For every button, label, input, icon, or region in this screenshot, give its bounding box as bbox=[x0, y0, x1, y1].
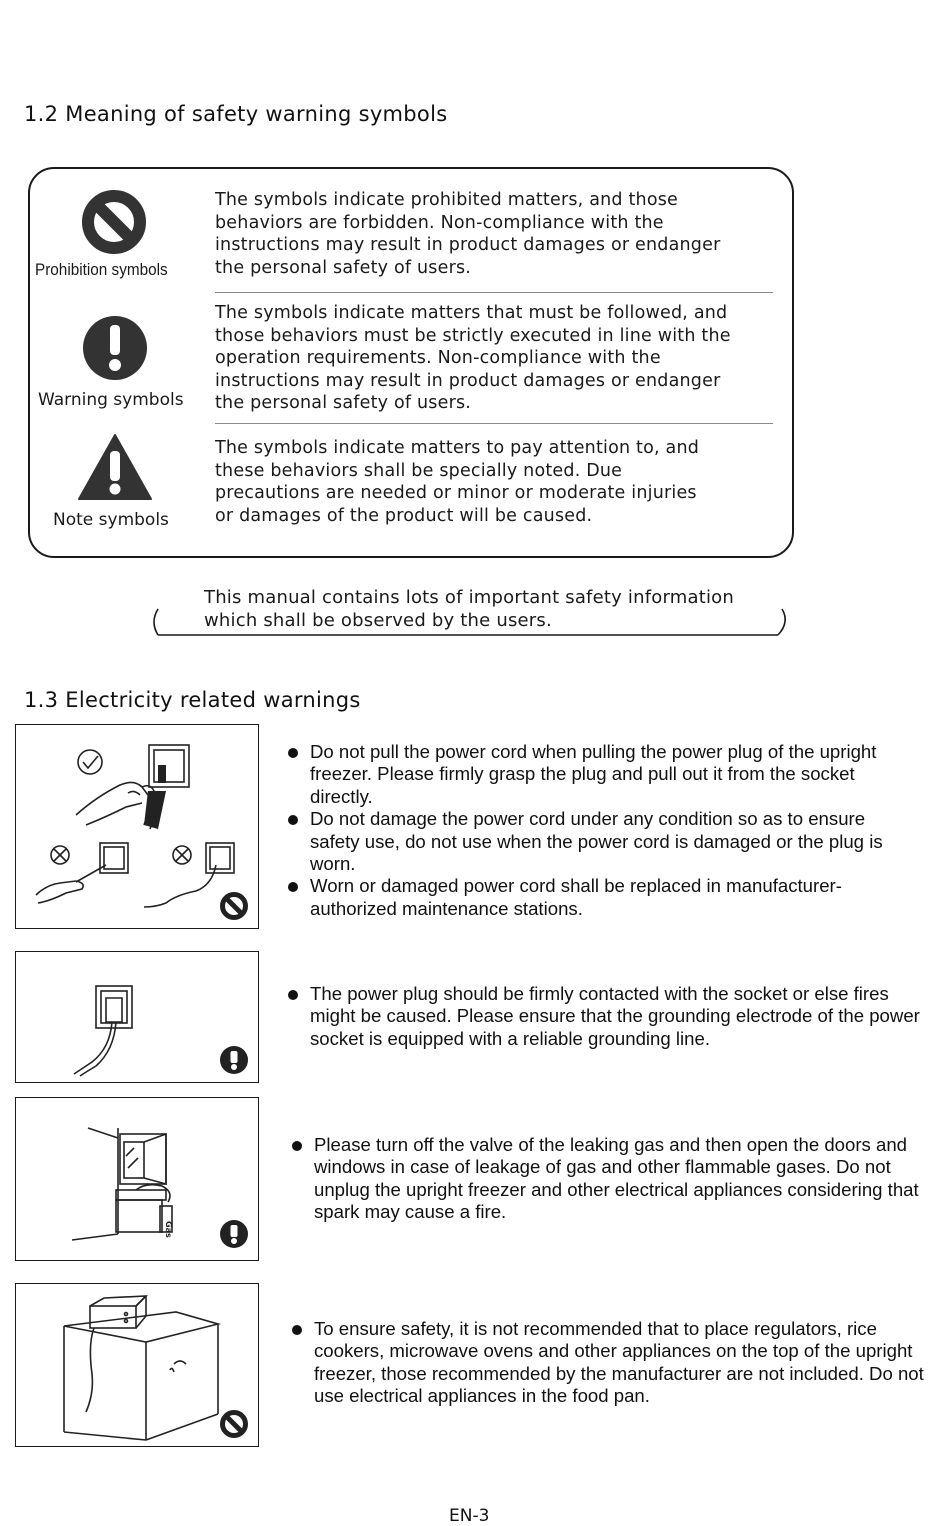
desc-line: these behaviors shall be specially noted. Due bbox=[215, 460, 623, 481]
plug-in-socket-illustration bbox=[15, 951, 259, 1083]
warning-description bbox=[215, 302, 785, 415]
desc-line: instructions may result in product damages or endanger bbox=[215, 235, 721, 255]
desc-line: precautions are needed or minor or moderate injuries bbox=[215, 483, 697, 503]
prohibition-icon bbox=[80, 188, 148, 256]
page-number: EN-3 bbox=[449, 1506, 490, 1526]
notice-line: which shall be observed by the users. bbox=[204, 609, 552, 631]
bullet-list-3 bbox=[292, 1134, 932, 1224]
bullet-item: To ensure safety, it is not recommended that to place regulators, rice cookers, microwave ovens and other appliances on the top of the upright freezer, those recommended by the manufacturer are not included. Do not use electrical appliances in the food pan. bbox=[292, 1318, 932, 1408]
note-symbols-label: Note symbols bbox=[53, 510, 169, 530]
bullet-item: Do not pull the power cord when pulling the power plug of the upright freezer. Please firmly grasp the plug and pull out it from the socket directly. bbox=[288, 741, 888, 808]
note-triangle-icon bbox=[77, 433, 153, 501]
gas-leak-window-illustration bbox=[15, 1097, 259, 1261]
warning-symbols-label: Warning symbols bbox=[38, 390, 184, 410]
bullet-item: Please turn off the valve of the leaking gas and then open the doors and windows in case of leakage of gas and other flammable gases. Do not unplug the upright freezer and other electrical appliances considering that spark may cause a fire. bbox=[292, 1134, 932, 1224]
appliance-on-freezer-illustration bbox=[15, 1283, 259, 1447]
desc-line: the personal safety of users. bbox=[215, 393, 472, 413]
bullet-item: Worn or damaged power cord shall be replaced in manufacturer-authorized maintenance stations. bbox=[288, 875, 888, 920]
section-12-heading: 1.2 Meaning of safety warning symbols bbox=[24, 102, 448, 126]
desc-line: behaviors are forbidden. Non-compliance with the bbox=[215, 212, 664, 233]
desc-line: the personal safety of users. bbox=[215, 257, 472, 278]
prohibition-icon bbox=[223, 895, 246, 918]
power-cord-pull-illustration bbox=[15, 724, 259, 929]
row-divider bbox=[215, 292, 773, 293]
desc-line: The symbols indicate matters to pay attention to, and bbox=[215, 438, 700, 458]
prohibition-description bbox=[215, 189, 785, 279]
bullet-list-2 bbox=[288, 983, 928, 1050]
bullet-list-4 bbox=[292, 1318, 932, 1408]
desc-line: operation requirements. Non-compliance with the bbox=[215, 348, 661, 368]
warning-icon bbox=[220, 1046, 248, 1074]
desc-line: or damages of the product will be caused. bbox=[215, 505, 593, 526]
prohibition-symbols-label: Prohibition symbols bbox=[35, 260, 168, 279]
prohibition-icon bbox=[223, 1413, 246, 1436]
warning-icon bbox=[82, 315, 148, 381]
desc-line: instructions may result in product damages or endanger bbox=[215, 370, 721, 391]
desc-line: The symbols indicate prohibited matters, and those bbox=[215, 190, 679, 210]
section-13-heading: 1.3 Electricity related warnings bbox=[24, 688, 361, 712]
bullet-item: The power plug should be firmly contacted with the socket or else fires might be caused. Please ensure that the grounding electrode of the power socket is equipped with a reliable grounding line. bbox=[288, 983, 928, 1050]
safety-notice bbox=[204, 587, 734, 632]
row-divider bbox=[215, 423, 773, 424]
note-description bbox=[215, 437, 785, 527]
gas-label: Gas bbox=[164, 1221, 173, 1238]
warning-icon bbox=[220, 1220, 248, 1248]
desc-line: those behaviors must be strictly executed in line with the bbox=[215, 325, 731, 346]
notice-line: This manual contains lots of important safety information bbox=[204, 587, 734, 608]
bullet-item: Do not damage the power cord under any condition so as to ensure safety use, do not use when the power cord is damaged or the plug is worn. bbox=[288, 808, 888, 875]
bullet-list-1 bbox=[288, 741, 888, 920]
desc-line: The symbols indicate matters that must be followed, and bbox=[215, 303, 728, 323]
